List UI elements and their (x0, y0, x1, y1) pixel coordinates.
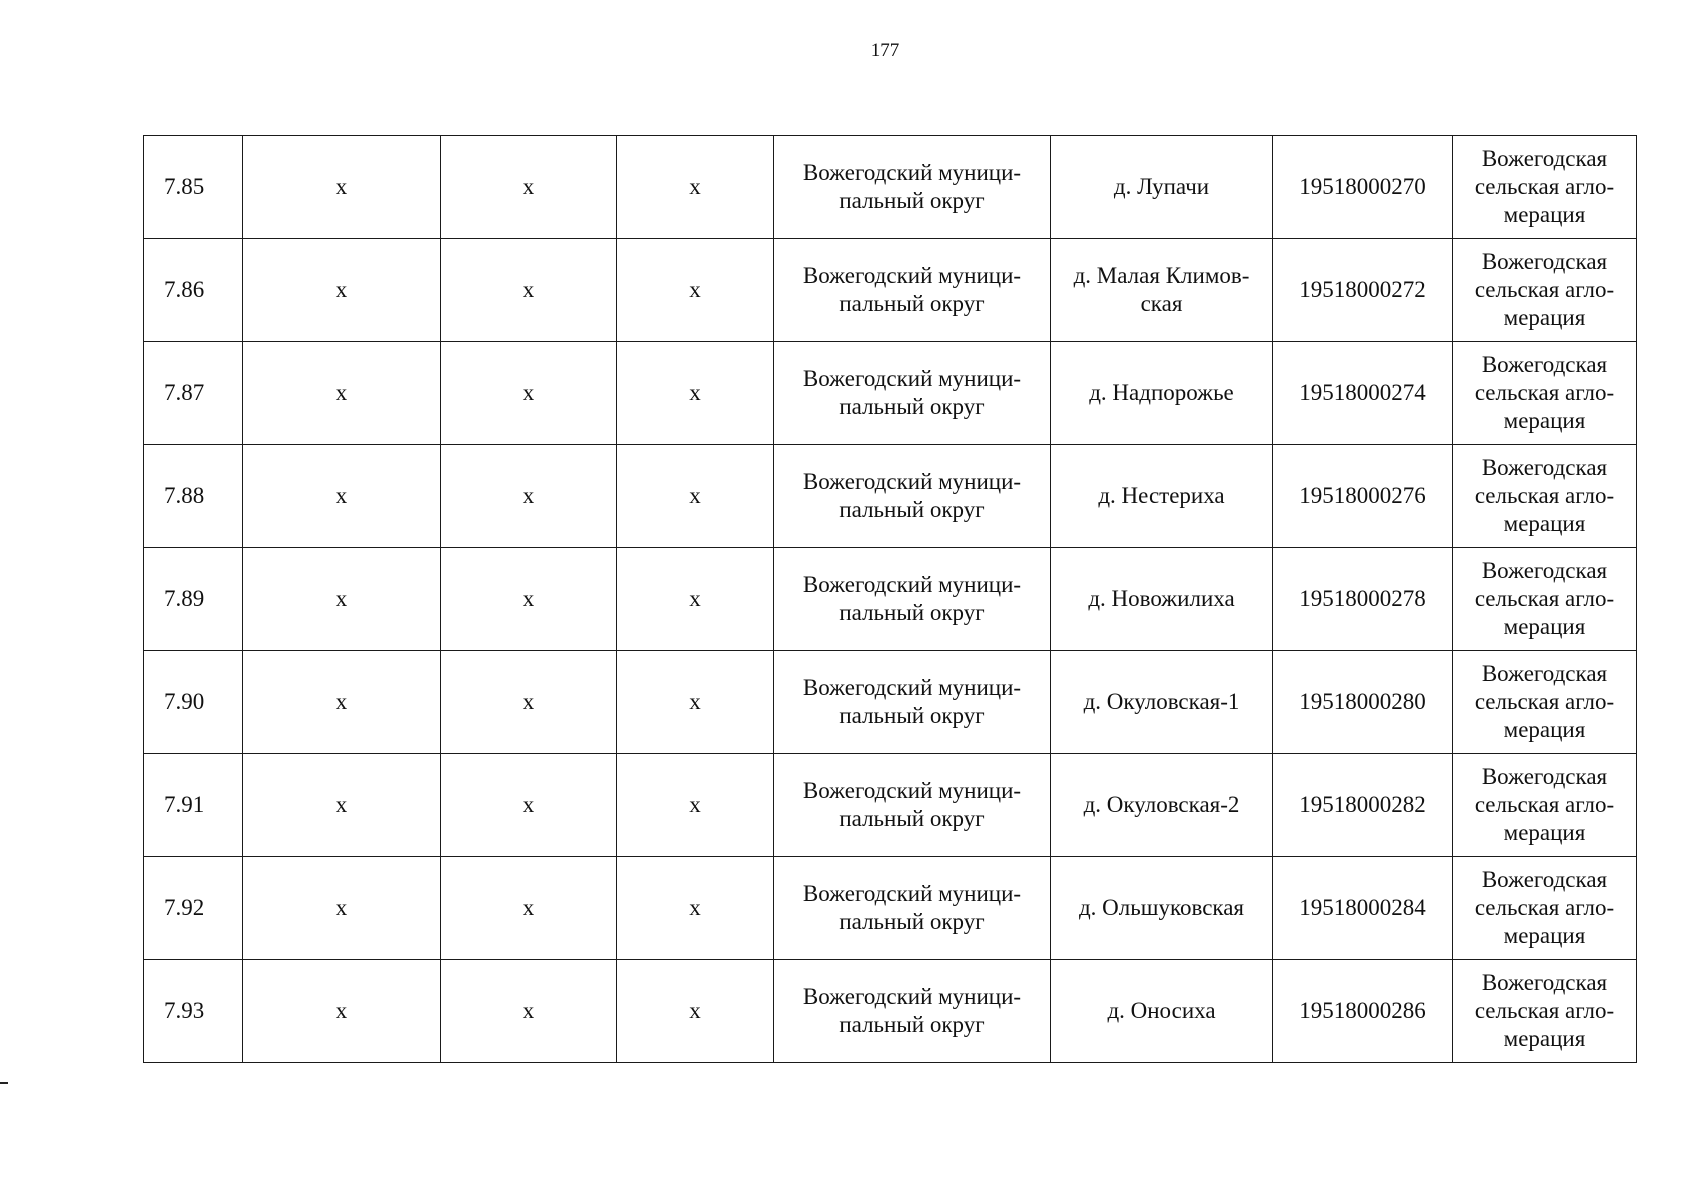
agglomeration-cell (1453, 548, 1637, 651)
x-cell (441, 960, 617, 1063)
agglomeration-cell-text: Вожегодская сельская агло- мерация (1474, 455, 1615, 536)
x-cell-text: х (335, 998, 348, 1023)
locality-cell-text: д. Оносиха (1107, 998, 1216, 1023)
x-cell (441, 857, 617, 960)
row-number-cell (144, 857, 243, 960)
table-row (144, 548, 1637, 651)
agglomeration-cell (1453, 651, 1637, 754)
oktmo-code-cell (1273, 445, 1453, 548)
row-number-cell (144, 136, 243, 239)
x-cell-text: х (522, 380, 535, 405)
locality-cell-text: д. Окуловская-2 (1083, 792, 1240, 817)
oktmo-code-cell-text: 19518000272 (1299, 277, 1426, 302)
row-number-cell-text: 7.92 (164, 895, 205, 920)
locality-cell (1051, 754, 1273, 857)
table-row (144, 754, 1637, 857)
agglomeration-cell-text: Вожегодская сельская агло- мерация (1474, 661, 1615, 742)
x-cell-text: х (522, 174, 535, 199)
x-cell-text: х (522, 895, 535, 920)
x-cell-text: х (689, 483, 701, 508)
oktmo-code-cell (1273, 960, 1453, 1063)
district-cell (774, 857, 1051, 960)
row-number-cell-text: 7.87 (164, 380, 205, 405)
district-cell (774, 548, 1051, 651)
x-cell-text: х (522, 792, 535, 817)
agglomeration-cell (1453, 136, 1637, 239)
district-cell (774, 651, 1051, 754)
agglomeration-cell (1453, 754, 1637, 857)
table-row (144, 651, 1637, 754)
row-number-cell-text: 7.93 (164, 998, 205, 1023)
locality-cell-text: д. Окуловская-1 (1083, 689, 1240, 714)
x-cell-text: х (689, 792, 701, 817)
row-number-cell (144, 651, 243, 754)
x-cell (617, 136, 774, 239)
x-cell (243, 960, 441, 1063)
oktmo-code-cell (1273, 136, 1453, 239)
oktmo-code-cell-text: 19518000270 (1299, 174, 1426, 199)
row-number-cell (144, 548, 243, 651)
district-cell (774, 445, 1051, 548)
x-cell-text: х (335, 380, 348, 405)
x-cell (617, 445, 774, 548)
x-cell (441, 548, 617, 651)
district-cell-text: Вожегодский муници- пальный округ (802, 469, 1022, 522)
district-cell (774, 239, 1051, 342)
x-cell (617, 548, 774, 651)
locality-cell (1051, 136, 1273, 239)
district-cell-text: Вожегодский муници- пальный округ (802, 675, 1022, 728)
x-cell-text: х (689, 380, 701, 405)
oktmo-code-cell (1273, 857, 1453, 960)
x-cell (243, 651, 441, 754)
x-cell (617, 651, 774, 754)
locality-cell (1051, 857, 1273, 960)
x-cell-text: х (335, 174, 348, 199)
oktmo-code-cell (1273, 548, 1453, 651)
x-cell (243, 857, 441, 960)
x-cell (441, 239, 617, 342)
district-cell-text: Вожегодский муници- пальный округ (802, 778, 1022, 831)
row-number-cell-text: 7.85 (164, 174, 205, 199)
agglomeration-cell-text: Вожегодская сельская агло- мерация (1474, 249, 1615, 330)
x-cell-text: х (335, 277, 348, 302)
x-cell (243, 136, 441, 239)
x-cell-text: х (689, 277, 701, 302)
x-cell-text: х (689, 998, 701, 1023)
district-cell (774, 342, 1051, 445)
district-cell-text: Вожегодский муници- пальный округ (802, 572, 1022, 625)
district-cell-text: Вожегодский муници- пальный округ (802, 160, 1022, 213)
locality-cell (1051, 548, 1273, 651)
oktmo-code-cell-text: 19518000274 (1299, 380, 1426, 405)
district-cell-text: Вожегодский муници- пальный округ (802, 881, 1022, 934)
agglomeration-cell-text: Вожегодская сельская агло- мерация (1474, 558, 1615, 639)
row-number-cell (144, 342, 243, 445)
row-number-cell (144, 445, 243, 548)
oktmo-code-cell (1273, 651, 1453, 754)
x-cell-text: х (522, 689, 535, 714)
locality-cell-text: д. Новожилиха (1088, 586, 1235, 611)
locality-cell-text: д. Надпорожье (1089, 380, 1234, 405)
x-cell (441, 342, 617, 445)
x-cell-text: х (522, 586, 535, 611)
locality-cell-text: д. Малая Климов- ская (1073, 263, 1250, 316)
locality-cell (1051, 445, 1273, 548)
locality-cell (1051, 239, 1273, 342)
agglomeration-cell-text: Вожегодская сельская агло- мерация (1474, 146, 1615, 227)
x-cell (617, 239, 774, 342)
x-cell-text: х (689, 689, 701, 714)
row-number-cell-text: 7.89 (164, 586, 205, 611)
oktmo-code-cell (1273, 342, 1453, 445)
row-number-cell-text: 7.91 (164, 792, 205, 817)
x-cell (243, 342, 441, 445)
scan-mark (0, 1082, 8, 1084)
row-number-cell-text: 7.90 (164, 689, 205, 714)
table-row (144, 342, 1637, 445)
x-cell (243, 754, 441, 857)
agglomeration-cell-text: Вожегодская сельская агло- мерация (1474, 970, 1615, 1051)
table-row (144, 136, 1637, 239)
x-cell (617, 754, 774, 857)
district-cell (774, 960, 1051, 1063)
row-number-cell (144, 239, 243, 342)
oktmo-code-cell-text: 19518000282 (1299, 792, 1426, 817)
oktmo-code-cell-text: 19518000276 (1299, 483, 1426, 508)
settlements-table (143, 135, 1637, 1063)
x-cell (441, 445, 617, 548)
locality-cell-text: д. Нестериха (1098, 483, 1225, 508)
x-cell (441, 754, 617, 857)
x-cell-text: х (335, 586, 348, 611)
row-number-cell-text: 7.88 (164, 483, 205, 508)
oktmo-code-cell-text: 19518000284 (1299, 895, 1426, 920)
row-number-cell (144, 754, 243, 857)
page-number: 177 (870, 40, 900, 61)
table-row (144, 960, 1637, 1063)
district-cell-text: Вожегодский муници- пальный округ (802, 263, 1022, 316)
x-cell (243, 239, 441, 342)
table-row (144, 857, 1637, 960)
x-cell-text: х (689, 586, 701, 611)
locality-cell (1051, 342, 1273, 445)
x-cell (617, 342, 774, 445)
x-cell-text: х (522, 277, 535, 302)
table-body (144, 136, 1637, 1063)
locality-cell-text: д. Лупачи (1113, 174, 1210, 199)
agglomeration-cell (1453, 445, 1637, 548)
agglomeration-cell-text: Вожегодская сельская агло- мерация (1474, 867, 1615, 948)
locality-cell (1051, 651, 1273, 754)
x-cell-text: х (522, 998, 535, 1023)
x-cell (243, 548, 441, 651)
agglomeration-cell-text: Вожегодская сельская агло- мерация (1474, 764, 1615, 845)
district-cell-text: Вожегодский муници- пальный округ (802, 366, 1022, 419)
agglomeration-cell (1453, 857, 1637, 960)
oktmo-code-cell-text: 19518000280 (1299, 689, 1426, 714)
district-cell (774, 136, 1051, 239)
locality-cell-text: д. Ольшуковская (1078, 895, 1245, 920)
oktmo-code-cell (1273, 239, 1453, 342)
district-cell-text: Вожегодский муници- пальный округ (802, 984, 1022, 1037)
x-cell (243, 445, 441, 548)
row-number-cell-text: 7.86 (164, 277, 205, 302)
table-row (144, 239, 1637, 342)
row-number-cell (144, 960, 243, 1063)
oktmo-code-cell-text: 19518000286 (1299, 998, 1426, 1023)
x-cell-text: х (335, 483, 348, 508)
locality-cell (1051, 960, 1273, 1063)
table-row (144, 445, 1637, 548)
x-cell-text: х (522, 483, 535, 508)
x-cell (617, 960, 774, 1063)
x-cell (441, 136, 617, 239)
oktmo-code-cell (1273, 754, 1453, 857)
district-cell (774, 754, 1051, 857)
oktmo-code-cell-text: 19518000278 (1299, 586, 1426, 611)
x-cell (617, 857, 774, 960)
x-cell-text: х (689, 174, 701, 199)
agglomeration-cell (1453, 342, 1637, 445)
agglomeration-cell (1453, 239, 1637, 342)
agglomeration-cell (1453, 960, 1637, 1063)
x-cell-text: х (335, 689, 348, 714)
x-cell (441, 651, 617, 754)
x-cell-text: х (335, 895, 348, 920)
agglomeration-cell-text: Вожегодская сельская агло- мерация (1474, 352, 1615, 433)
x-cell-text: х (335, 792, 348, 817)
x-cell-text: х (689, 895, 701, 920)
